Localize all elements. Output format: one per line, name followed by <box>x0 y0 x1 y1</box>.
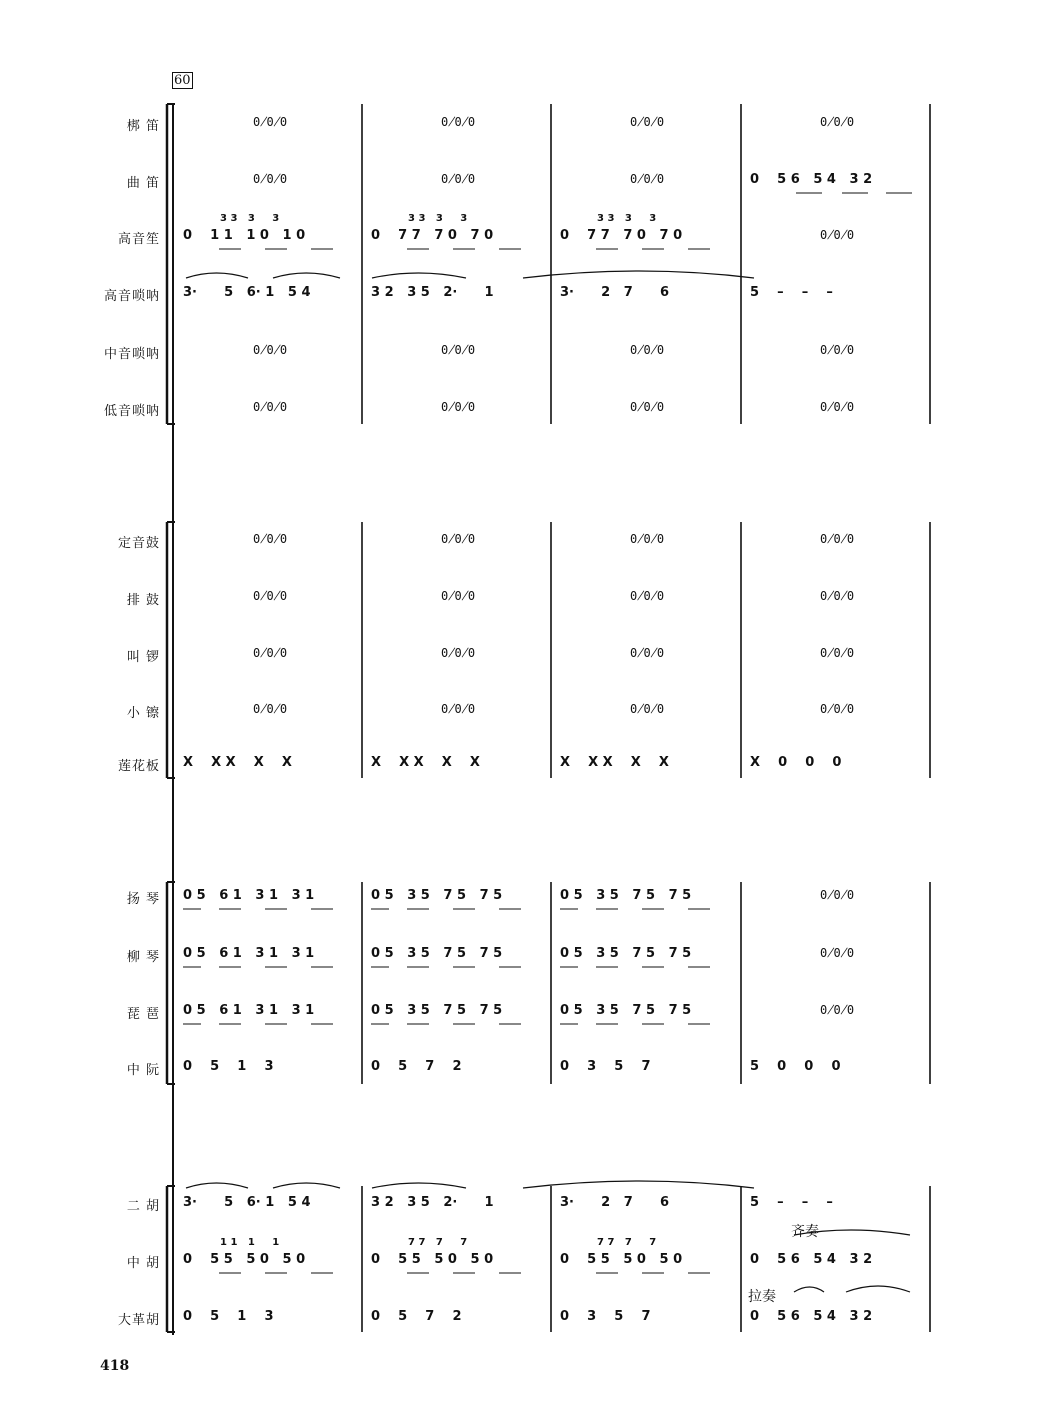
instrument-label: 梆 笛 <box>126 119 160 134</box>
instrument-label: 二 胡 <box>126 1199 160 1214</box>
measure-notes: 3· 2 7 6 <box>560 285 670 300</box>
measure-notes: 3· 5 6· 1 5 4 <box>183 1195 311 1210</box>
measure-rest: 0̸0̸0 <box>820 343 854 357</box>
measure-rest: 0̸0̸0 <box>253 400 287 414</box>
page-number: 418 <box>100 1358 130 1374</box>
measure-notes: 0 7 7 7 0 7 0 <box>371 228 494 243</box>
measure-notes: 0 5 6 5 4 3 2 <box>750 1252 873 1267</box>
measure-rest: 0̸0̸0 <box>253 343 287 357</box>
erhu-slur <box>372 1183 466 1188</box>
instrument-label: 定音鼓 <box>117 536 160 551</box>
instrument-label: 叫 锣 <box>126 650 160 665</box>
measure-notes: 0 5 5 5 0 5 0 <box>371 1252 494 1267</box>
measure-notes: 0 5 3 5 7 5 7 5 <box>371 888 503 903</box>
measure-rest: 0̸0̸0 <box>441 589 475 603</box>
erhu-slur <box>186 1183 248 1188</box>
measure-rest: 0̸0̸0 <box>820 888 854 902</box>
instrument-label: 小 镲 <box>126 706 160 721</box>
measure-rest: 0̸0̸0 <box>253 532 287 546</box>
measure-notes: 0 3 5 7 <box>560 1309 651 1324</box>
measure-rest: 0̸0̸0 <box>253 646 287 660</box>
annotation-qizou: 齐奏 <box>791 1224 819 1240</box>
measure-rest: 0̸0̸0 <box>630 532 664 546</box>
measure-notes: 0 5 6 5 4 3 2 <box>750 1309 873 1324</box>
erhu-slur <box>273 1183 340 1188</box>
measure-rest: 0̸0̸0 <box>441 532 475 546</box>
measure-notes: 3 2 3 5 2· 1 <box>371 285 494 300</box>
measure-notes: X 0 0 0 <box>750 755 842 770</box>
measure-notes: 0 5 6 1 3 1 3 1 <box>183 946 315 961</box>
measure-notes: 0 3 5 7 <box>560 1059 651 1074</box>
measure-rest: 0̸0̸0 <box>630 343 664 357</box>
measure-notes: 0 5 3 5 7 5 7 5 <box>371 1003 503 1018</box>
instrument-label: 高音唢呐 <box>103 289 160 304</box>
measure-rest: 0̸0̸0 <box>441 646 475 660</box>
instrument-label: 中 阮 <box>126 1063 160 1078</box>
measure-notes: 0 7 7 7 0 7 0 <box>560 228 683 243</box>
measure-notes: 0 1 1 1 0 1 0 <box>183 228 306 243</box>
measure-rest: 0̸0̸0 <box>441 115 475 129</box>
measure-notes: 0 5 7 2 <box>371 1309 462 1324</box>
instrument-label: 中音唢呐 <box>103 347 160 362</box>
instrument-label: 高音笙 <box>117 232 160 247</box>
chord-upper-tones: 7 7 7 7 <box>597 1237 657 1248</box>
measure-notes: 0 5 5 5 0 5 0 <box>183 1252 306 1267</box>
measure-notes: 5 – – – <box>750 285 833 300</box>
measure-rest: 0̸0̸0 <box>253 172 287 186</box>
measure-notes: 0 5 6 1 3 1 3 1 <box>183 1003 315 1018</box>
chord-upper-tones: 3 3 3 3 <box>597 213 657 224</box>
measure-rest: 0̸0̸0 <box>253 702 287 716</box>
measure-notes: 0 5 3 5 7 5 7 5 <box>560 1003 692 1018</box>
measure-notes: 0 5 3 5 7 5 7 5 <box>560 946 692 961</box>
chord-upper-tones: 7 7 7 7 <box>408 1237 468 1248</box>
measure-rest: 0̸0̸0 <box>441 702 475 716</box>
instrument-label: 中 胡 <box>126 1256 160 1271</box>
suona-slur <box>372 273 466 278</box>
measure-notes: 0 5 6 5 4 3 2 <box>750 172 873 187</box>
instrument-label: 低音唢呐 <box>103 404 160 419</box>
measure-rest: 0̸0̸0 <box>820 702 854 716</box>
instrument-label: 大革胡 <box>117 1313 160 1328</box>
chord-upper-tones: 3 3 3 3 <box>220 213 280 224</box>
measure-rest: 0̸0̸0 <box>630 172 664 186</box>
instrument-label: 排 鼓 <box>126 593 160 608</box>
measure-rest: 0̸0̸0 <box>820 228 854 242</box>
instrument-label: 琵 琶 <box>126 1007 160 1022</box>
measure-notes: 3 2 3 5 2· 1 <box>371 1195 494 1210</box>
instrument-label: 曲 笛 <box>126 176 160 191</box>
measure-rest: 0̸0̸0 <box>820 1003 854 1017</box>
annotation-lazou: 拉奏 <box>748 1289 776 1305</box>
measure-notes: X X X X X <box>560 755 669 770</box>
instrument-label: 莲花板 <box>117 759 160 774</box>
measure-rest: 0̸0̸0 <box>253 115 287 129</box>
measure-notes: X X X X X <box>371 755 480 770</box>
measure-notes: 0 5 6 1 3 1 3 1 <box>183 888 315 903</box>
measure-notes: 0 5 1 3 <box>183 1059 274 1074</box>
measure-rest: 0̸0̸0 <box>630 400 664 414</box>
measure-notes: 5 – – – <box>750 1195 833 1210</box>
measure-rest: 0̸0̸0 <box>820 646 854 660</box>
measure-rest: 0̸0̸0 <box>820 115 854 129</box>
measure-rest: 0̸0̸0 <box>820 532 854 546</box>
instrument-label: 柳 琴 <box>126 950 160 965</box>
suona-slur <box>523 271 754 278</box>
measure-rest: 0̸0̸0 <box>820 589 854 603</box>
measure-notes: 0 5 3 5 7 5 7 5 <box>371 946 503 961</box>
rehearsal-mark: 60 <box>174 73 191 88</box>
measure-rest: 0̸0̸0 <box>820 946 854 960</box>
measure-notes: 3· 5 6· 1 5 4 <box>183 285 311 300</box>
instrument-label: 扬 琴 <box>126 892 160 907</box>
measure-notes: 0 5 1 3 <box>183 1309 274 1324</box>
erhu-slur <box>523 1181 754 1188</box>
measure-rest: 0̸0̸0 <box>441 400 475 414</box>
chord-upper-tones: 3 3 3 3 <box>408 213 468 224</box>
measure-rest: 0̸0̸0 <box>820 400 854 414</box>
measure-notes: 0 5 5 5 0 5 0 <box>560 1252 683 1267</box>
lazou-slur <box>846 1286 910 1292</box>
measure-rest: 0̸0̸0 <box>441 172 475 186</box>
measure-rest: 0̸0̸0 <box>441 343 475 357</box>
lazou-slur <box>794 1287 824 1292</box>
measure-rest: 0̸0̸0 <box>630 646 664 660</box>
suona-slur <box>273 273 340 278</box>
measure-notes: 5 0 0 0 <box>750 1059 841 1074</box>
measure-notes: 3· 2 7 6 <box>560 1195 670 1210</box>
measure-rest: 0̸0̸0 <box>253 589 287 603</box>
measure-notes: X X X X X <box>183 755 292 770</box>
measure-notes: 0 5 3 5 7 5 7 5 <box>560 888 692 903</box>
measure-rest: 0̸0̸0 <box>630 115 664 129</box>
suona-slur <box>186 273 248 278</box>
measure-notes: 0 5 7 2 <box>371 1059 462 1074</box>
chord-upper-tones: 1 1 1 1 <box>220 1237 280 1248</box>
measure-rest: 0̸0̸0 <box>630 589 664 603</box>
measure-rest: 0̸0̸0 <box>630 702 664 716</box>
